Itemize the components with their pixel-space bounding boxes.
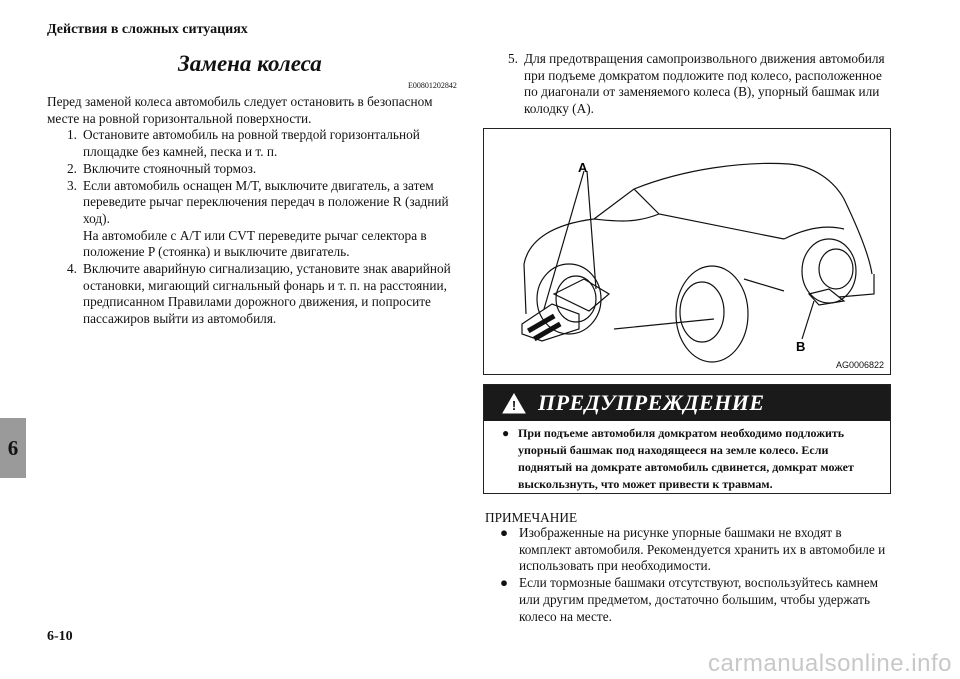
step-number: 3. [67, 177, 77, 193]
step-text: Включите стояночный тормоз. [83, 160, 257, 176]
page-number: 6-10 [47, 629, 73, 644]
warning-triangle-icon [502, 393, 526, 414]
note-text: Если тормозные башмаки отсутствуют, воспользуйтесь камнем или другим предметом, достаточно большим, чтобы удержать колесо на месте. [519, 575, 879, 624]
label-b: B [796, 339, 806, 354]
step-1 [47, 127, 467, 160]
warning-header [484, 385, 890, 421]
step-text: Включите аварийную сигнализацию, установите знак аварийной остановки, мигающий сигнальный фонарь и т. п. на расстоянии, предписанном Правилами дорожного движения, и попросите пассажиров выйти из автомобиля. [83, 261, 451, 327]
watermark: carmanualsonline.info [708, 650, 952, 677]
warning-text: При подъеме автомобиля домкратом необходимо подложить упорный башмак под находящееся на земле колесо. Если поднятый на домкрате автомобиль сдвинется, домкрат может выскользнуть, что может привести к травмам. [518, 426, 854, 491]
page-title: Замена колеса [178, 51, 322, 76]
note-text: Изображенные на рисунке упорные башмаки не входят в комплект автомобиля. Рекомендуется хранить их в автомобиле и использовать при необходимости. [519, 525, 886, 574]
step-number: 5. [508, 51, 518, 66]
note-label: ПРИМЕЧАНИЕ [485, 510, 578, 525]
step-number: 4. [67, 261, 77, 277]
note-item [500, 575, 895, 625]
step-5 [500, 51, 895, 118]
step-3 [47, 178, 467, 262]
note-list [500, 525, 895, 625]
warning-item [484, 421, 890, 493]
note-item [500, 525, 895, 575]
wheel-chock-illustration [483, 128, 891, 375]
step-text-extra: На автомобиле с A/T или CVT переведите рычаг селектора в положение P (стоянка) и выключите двигатель. [83, 227, 427, 260]
left-column [47, 94, 467, 328]
bullet-icon: ● [502, 426, 510, 440]
bullet-icon: ● [500, 575, 509, 591]
chapter-tab: 6 [0, 418, 26, 478]
step-2 [47, 161, 467, 178]
warning-box [483, 384, 891, 494]
step-text: Для предотвращения самопроизвольного движения автомобиля при подъеме домкратом подложите под колесо, расположенное по диагонали от заменяемого колеса (B), упорный башмак или колодку (A). [524, 51, 885, 117]
step-text: Если автомобиль оснащен M/T, выключите двигатель, а затем переведите рычаг переключения передач в положение R (задний ход). [83, 177, 449, 226]
bullet-icon: ● [500, 525, 509, 540]
warning-icon-glyph: ! [511, 397, 517, 413]
step-4 [47, 261, 467, 328]
figure-code: AG0006822 [835, 360, 884, 370]
doc-code: E00801202842 [408, 81, 457, 90]
step-number: 2. [67, 160, 77, 176]
section-header: Действия в сложных ситуациях [47, 22, 248, 37]
intro-text: Перед заменой колеса автомобиль следует остановить в безопасном месте на ровной горизонтальной поверхности. [47, 94, 433, 126]
warning-title: ПРЕДУПРЕЖДЕНИЕ [538, 390, 765, 415]
car-diagram [484, 129, 890, 374]
label-a: A [578, 160, 588, 175]
step-number: 1. [67, 127, 77, 143]
step-text: Остановите автомобиль на ровной твердой горизонтальной площадке без камней, песка и т. п. [83, 127, 420, 160]
